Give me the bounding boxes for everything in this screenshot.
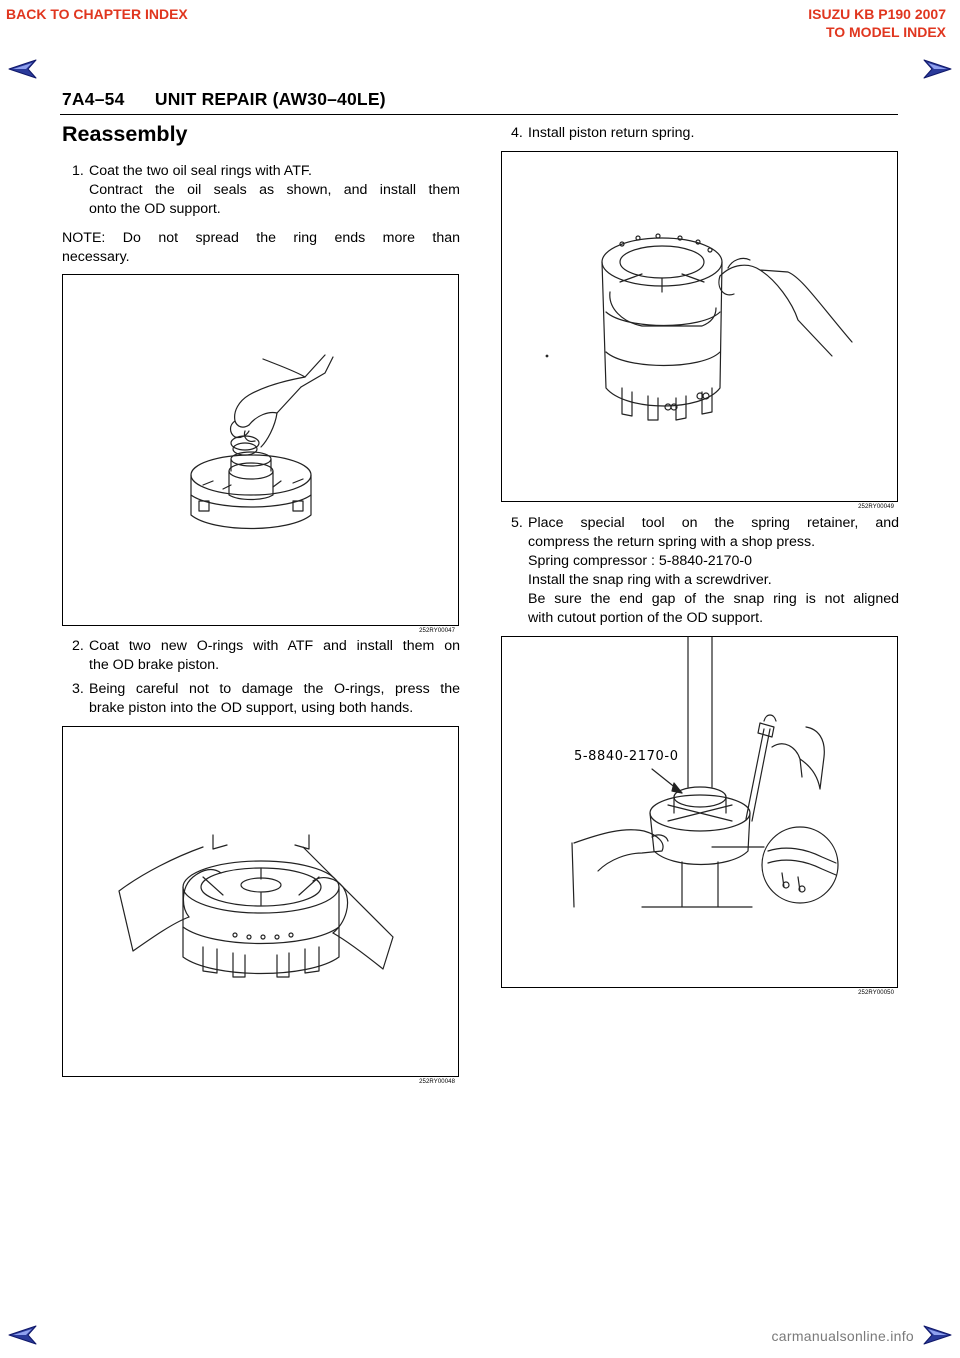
step-1-line-3: onto the OD support. [89, 201, 221, 217]
next-page-bottom-arrow-icon[interactable] [922, 1324, 952, 1346]
step-4-number: 4. [511, 125, 523, 141]
step-2-number: 2. [72, 638, 84, 654]
figure-4-id: 252RY00050 [858, 990, 894, 996]
figure-oil-seal-rings [62, 274, 459, 634]
step-3-line-1: Being careful not to damage the O-rings, press the [89, 681, 460, 697]
brake-piston-illustration [63, 727, 460, 1078]
model-title-link[interactable]: ISUZU KB P190 2007 [808, 6, 946, 22]
next-page-arrow-icon[interactable] [922, 58, 952, 80]
previous-page-arrow-icon[interactable] [8, 58, 38, 80]
step-4-line-1: Install piston return spring. [528, 125, 695, 141]
footer-brand: carmanualsonline.info [771, 1328, 914, 1344]
step-3-number: 3. [72, 681, 84, 697]
to-model-index-link[interactable]: TO MODEL INDEX [825, 24, 946, 40]
step-5-line-1: Place special tool on the spring retainer, and [528, 515, 899, 531]
step-2 [72, 637, 460, 675]
figure-return-spring [501, 151, 898, 510]
step-2-line-1: Coat two new O-rings with ATF and install them on [89, 638, 460, 654]
step-1 [72, 162, 460, 219]
step-3-line-2: brake piston into the OD support, using both hands. [89, 700, 414, 716]
note-line-1: NOTE: Do not spread the ring ends more than [62, 230, 460, 246]
step-3 [72, 680, 460, 718]
page-header-title: 7A4–54 UNIT REPAIR (AW30–40LE) [62, 89, 386, 109]
previous-page-bottom-arrow-icon[interactable] [8, 1324, 38, 1346]
figure-3-id: 252RY00049 [858, 504, 894, 510]
spring-compressor-illustration [502, 637, 899, 989]
header-rule [60, 114, 898, 115]
figure-spring-compressor [501, 636, 898, 996]
step-5-line-2: compress the return spring with a shop press. [528, 534, 816, 550]
step-5-line-6: with cutout portion of the OD support. [528, 610, 764, 626]
step-4 [511, 124, 899, 143]
step-2-line-2: the OD brake piston. [89, 657, 220, 673]
step-5-line-4: Install the snap ring with a screwdriver. [528, 572, 772, 588]
figure-2-id: 252RY00048 [419, 1079, 455, 1085]
step-1-number: 1. [72, 163, 84, 179]
step-5-number: 5. [511, 515, 523, 531]
step-5 [511, 514, 899, 628]
tool-callout-label: 5-8840-2170-0 [574, 749, 679, 764]
step-5-line-5: Be sure the end gap of the snap ring is not aligned [528, 591, 899, 607]
step-5-line-3: Spring compressor : 5-8840-2170-0 [528, 553, 752, 569]
figure-brake-piston [62, 726, 459, 1085]
oil-seal-illustration [63, 275, 460, 627]
step-1-line-1: Coat the two oil seal rings with ATF. [89, 163, 312, 179]
back-to-chapter-index-link[interactable]: BACK TO CHAPTER INDEX [6, 6, 188, 22]
note [62, 229, 460, 267]
section-title: Reassembly [62, 122, 188, 146]
figure-1-id: 252RY00047 [419, 628, 455, 634]
step-1-line-2: Contract the oil seals as shown, and install them [89, 182, 460, 198]
note-line-2: necessary. [62, 249, 130, 265]
return-spring-illustration [502, 152, 899, 503]
